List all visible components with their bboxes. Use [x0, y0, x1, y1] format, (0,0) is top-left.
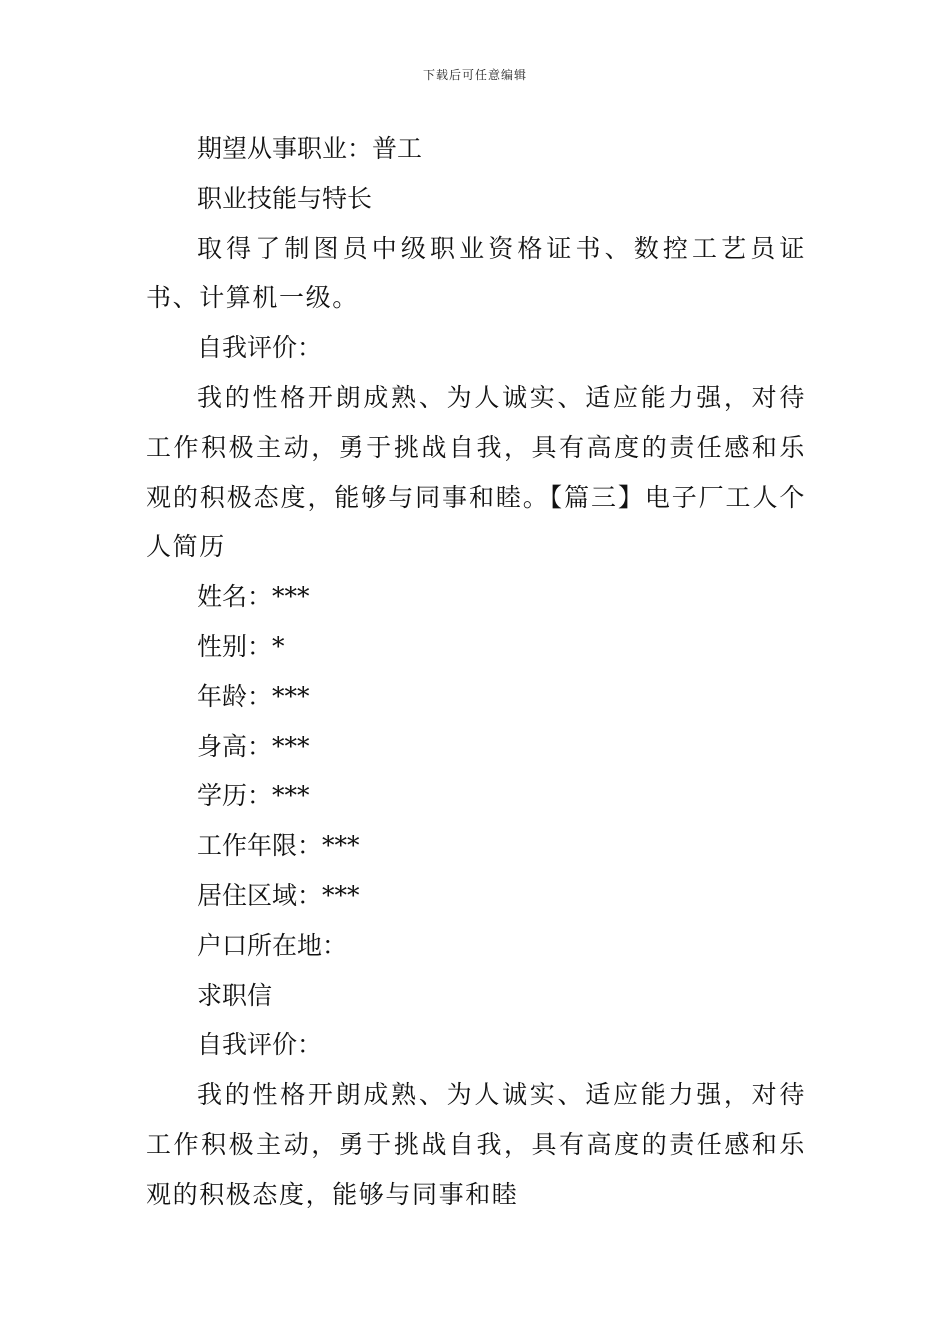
text-line-self-evaluation-heading: 自我评价：	[197, 333, 323, 363]
text-line-self-evaluation-heading-2: 自我评价：	[197, 1030, 323, 1060]
text-line-height: 身高：***	[197, 731, 310, 761]
text-line-gender: 性别：*	[197, 631, 285, 661]
text-line-household-registration: 户口所在地：	[197, 930, 348, 960]
text-line-age: 年龄：***	[197, 681, 310, 711]
header-note: 下载后可任意编辑	[422, 68, 527, 82]
paragraph-certificates: 取得了制图员中级职业资格证书、数控工艺员证书、计算机一级。	[146, 233, 806, 313]
text-line-skills-heading: 职业技能与特长	[197, 183, 373, 213]
document-body	[146, 124, 806, 1220]
paragraph-self-evaluation-2: 我的性格开朗成熟、为人诚实、适应能力强，对待工作积极主动，勇于挑战自我，具有高度的责任感和乐观的积极态度，能够与同事和睦	[146, 1080, 806, 1209]
text-line-work-years: 工作年限：***	[197, 831, 360, 861]
text-line-name: 姓名：***	[197, 582, 310, 612]
text-line-residence: 居住区域：***	[197, 880, 360, 910]
text-line-education: 学历：***	[197, 781, 310, 811]
text-line-cover-letter: 求职信	[197, 980, 273, 1010]
paragraph-self-evaluation: 我的性格开朗成熟、为人诚实、适应能力强，对待工作积极主动，勇于挑战自我，具有高度的责任感和乐观的积极态度，能够与同事和睦。【篇三】电子厂工人个人简历	[146, 382, 806, 562]
text-line-desired-job: 期望从事职业：普工	[197, 134, 423, 163]
